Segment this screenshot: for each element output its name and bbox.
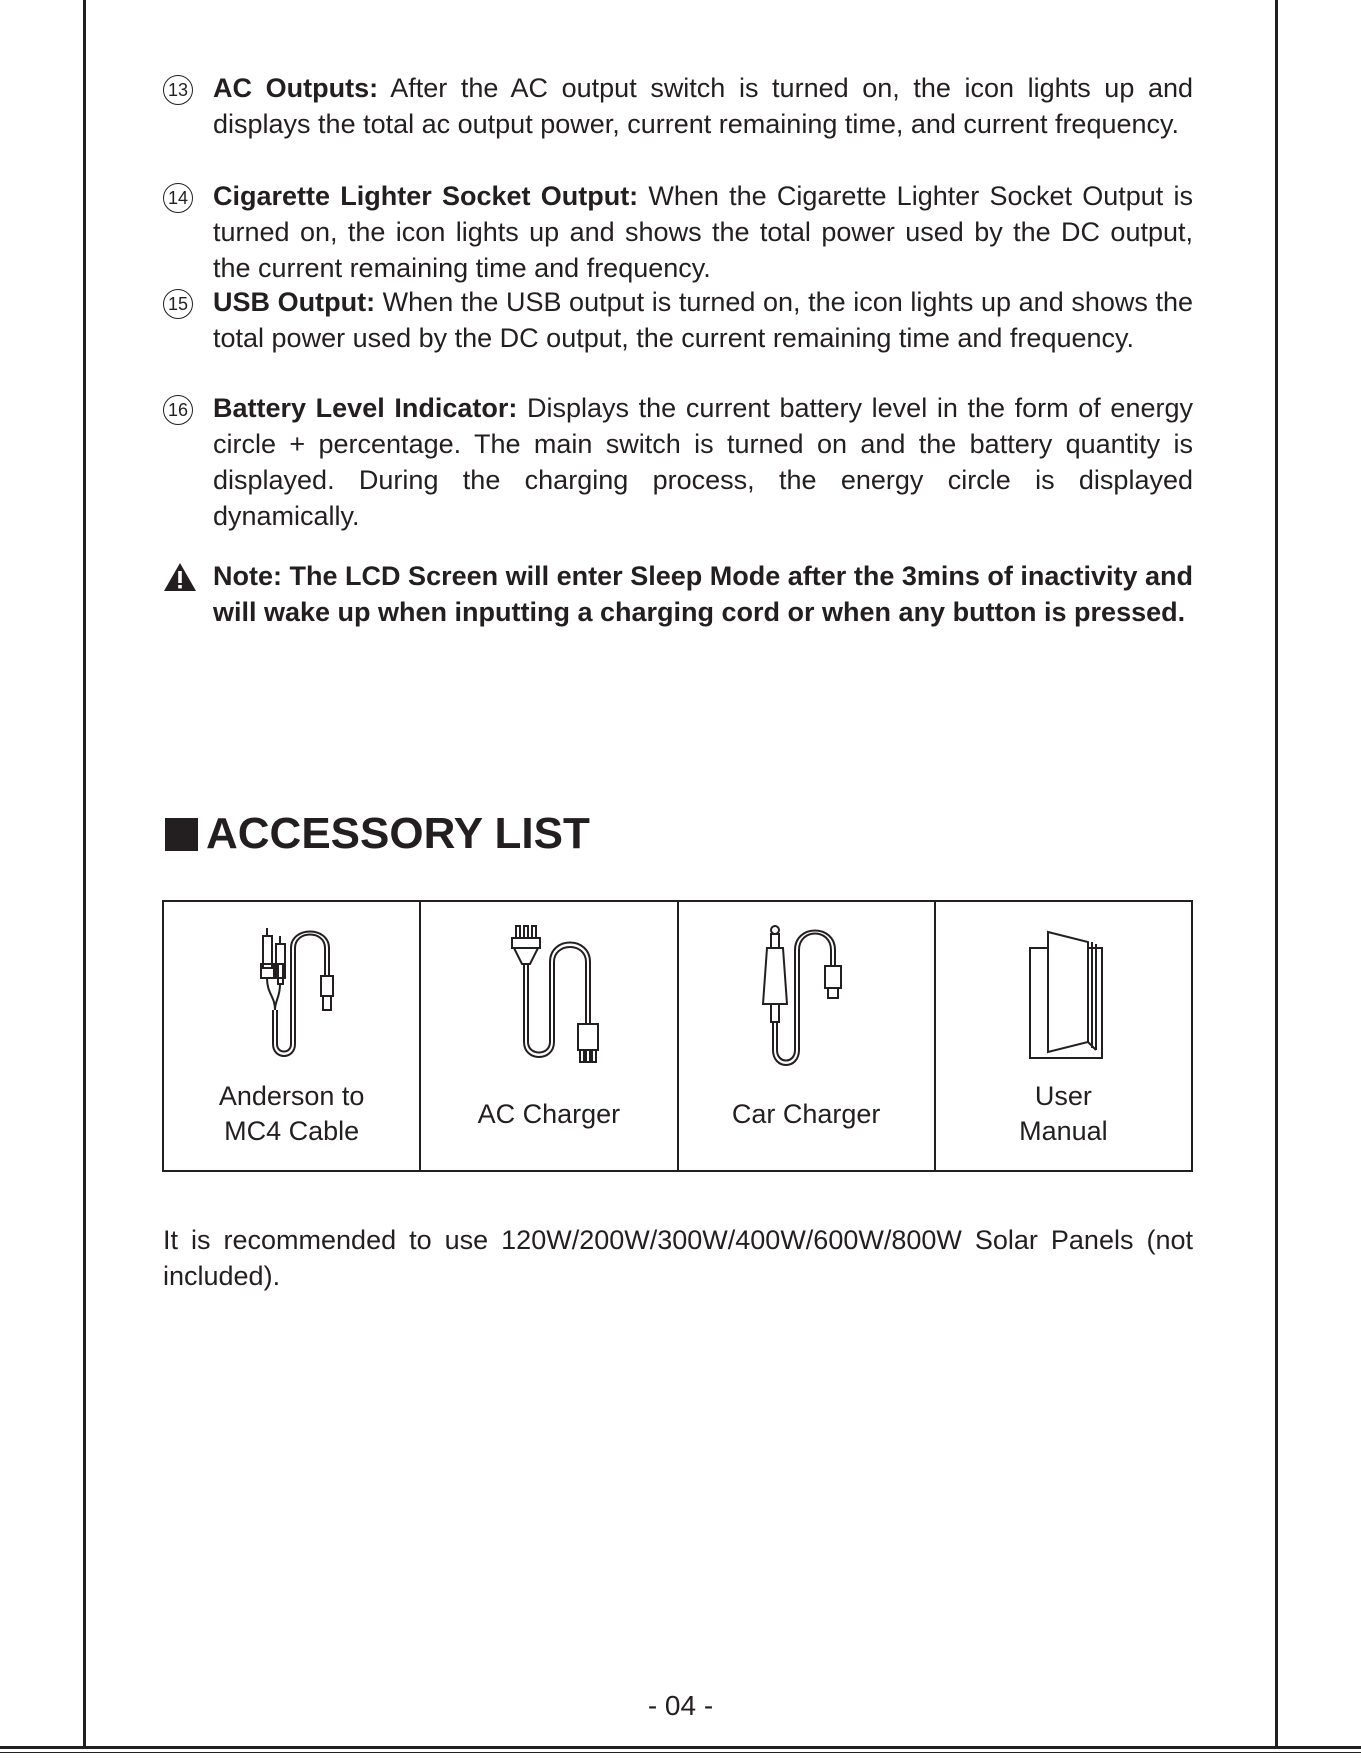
item-title: USB Output: xyxy=(213,287,376,317)
section-title xyxy=(165,808,590,860)
anderson-mc4-cable-icon xyxy=(217,924,367,1064)
page-frame-left xyxy=(83,0,86,1748)
item-text: Displays the current battery level in the form of energy circle + percentage. The main switch is turned on and the battery quantity is displayed. During the charging process, the energy circle is displayed dynamically. xyxy=(213,393,1193,531)
feature-item-16 xyxy=(163,390,1193,534)
item-title: Battery Level Indicator: xyxy=(213,393,518,423)
item-title: AC Outputs: xyxy=(213,73,379,103)
accessory-cell xyxy=(935,901,1192,1171)
item-text: After the AC output switch is turned on, the icon lights up and displays the total ac output power, current remaining time, and current frequency. xyxy=(213,73,1194,139)
accessory-table xyxy=(162,900,1193,1172)
item-text: When the Cigarette Lighter Socket Output is turned on, the icon lights up and shows the total power used by the DC output, the current remaining time and frequency. xyxy=(213,181,1193,283)
solar-panel-recommendation: It is recommended to use 120W/200W/300W/400W/600W/800W Solar Panels (not included). xyxy=(163,1225,1193,1291)
item-number-badge: 16 xyxy=(163,395,193,425)
feature-item-15 xyxy=(163,284,1193,390)
item-number-badge: 15 xyxy=(163,289,193,319)
accessory-label: Anderson to MC4 Cable xyxy=(218,1081,365,1146)
accessory-cell xyxy=(678,901,935,1171)
page-frame-bottom xyxy=(0,1746,1361,1749)
accessory-label: AC Charger xyxy=(477,1098,621,1129)
page-number: - 04 - xyxy=(647,1690,714,1721)
item-number-badge: 14 xyxy=(163,183,193,213)
user-manual-icon xyxy=(988,924,1138,1074)
ac-charger-icon xyxy=(474,924,624,1074)
feature-item-14 xyxy=(163,178,1193,284)
section-bullet-square xyxy=(165,818,198,851)
page-frame-bottom-rule xyxy=(0,1752,1361,1753)
note-text: Note: The LCD Screen will enter Sleep Mode after the 3mins of inactivity and will wake up when inputting a charging cord or when any button is pressed. xyxy=(213,561,1193,627)
item-text: When the USB output is turned on, the icon lights up and shows the total power used by the DC output, the current remaining time and frequency. xyxy=(213,287,1193,353)
accessory-cell xyxy=(163,901,420,1171)
item-title: Cigarette Lighter Socket Output: xyxy=(213,181,639,211)
feature-item-13 xyxy=(163,70,1193,178)
sleep-mode-note xyxy=(163,558,1193,630)
accessory-label: User Manual xyxy=(1019,1081,1108,1146)
feature-list xyxy=(163,70,1193,534)
car-charger-icon xyxy=(731,924,881,1074)
page-frame-right xyxy=(1275,0,1278,1748)
item-number-badge: 13 xyxy=(163,75,193,105)
warning-icon xyxy=(163,562,197,592)
accessory-cell xyxy=(420,901,677,1171)
accessory-label: Car Charger xyxy=(731,1098,881,1129)
section-title-text: ACCESSORY LIST xyxy=(206,809,590,858)
